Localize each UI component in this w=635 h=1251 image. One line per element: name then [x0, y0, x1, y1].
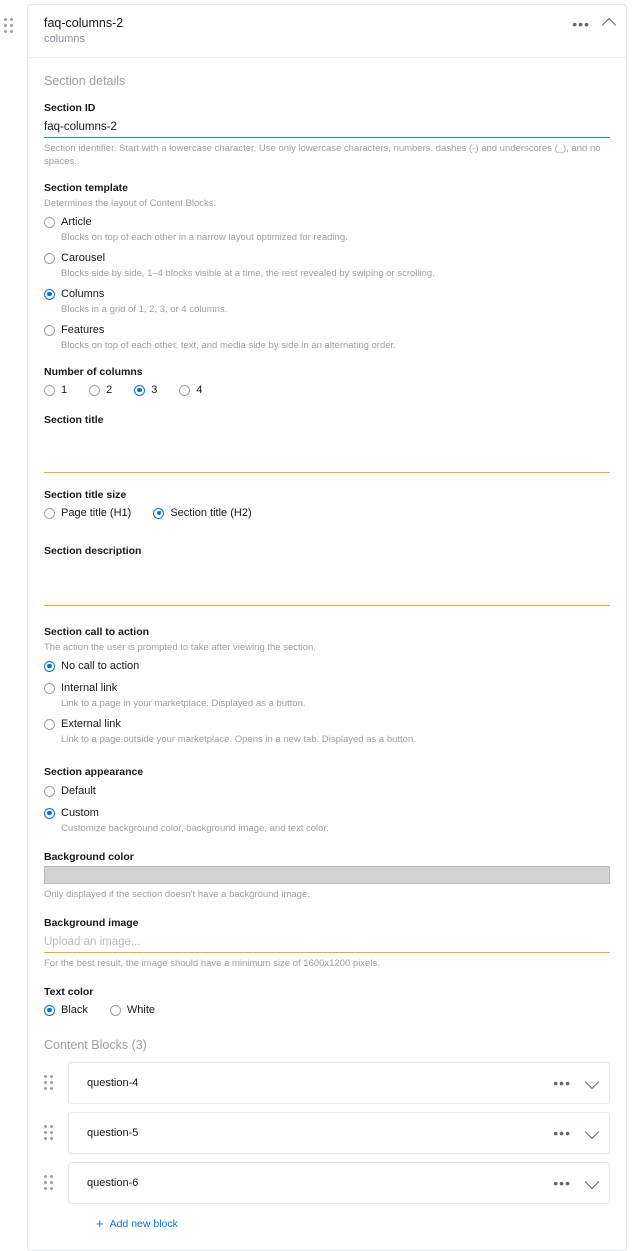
radio-label: Article: [61, 216, 92, 228]
more-options-icon[interactable]: •••: [553, 1175, 571, 1191]
radio-label: 1: [61, 384, 68, 396]
drag-dot: [50, 1131, 53, 1134]
section-cta-label: Section call to action: [44, 626, 150, 638]
content-block-row: [44, 1112, 610, 1154]
radio-icon[interactable]: [44, 683, 55, 694]
background-color-label: Background color: [44, 851, 134, 863]
number-of-columns-label: Number of columns: [44, 366, 143, 378]
radio-help-features: Blocks on top of each other, text, and media side by side in an alternating order.: [61, 340, 396, 351]
background-color-help: Only displayed if the section doesn't have a background image.: [44, 889, 310, 900]
field-number-of-columns: [44, 366, 610, 396]
drag-dot: [10, 24, 13, 27]
section-header-titles: [44, 15, 572, 47]
content-block-actions: [553, 1125, 597, 1141]
section-id-label: Section ID: [44, 102, 96, 114]
radio-columns-2[interactable]: [89, 384, 112, 396]
section-description-label: Section description: [44, 545, 142, 557]
radio-label: Columns: [61, 288, 105, 300]
radio-cta-internal[interactable]: [44, 682, 610, 694]
content-block-row: [44, 1062, 610, 1104]
background-image-help: For the best result, the image should have a minimum size of 1600x1200 pixels.: [44, 958, 380, 969]
section-title-size-options: [44, 507, 610, 519]
more-options-icon[interactable]: •••: [553, 1075, 571, 1091]
drag-dot: [4, 18, 7, 21]
radio-appearance-default[interactable]: [44, 785, 610, 797]
radio-label: Section title (H2): [170, 507, 252, 519]
field-section-template: [44, 182, 610, 352]
radio-template-carousel[interactable]: [44, 252, 610, 264]
radio-icon[interactable]: [44, 719, 55, 730]
chevron-up-icon[interactable]: [602, 18, 616, 32]
section-title-text: faq-columns-2: [44, 16, 124, 30]
radio-help-columns: Blocks in a grid of 1, 2, 3, or 4 columns.: [61, 304, 228, 315]
field-text-color: [44, 986, 610, 1016]
drag-dot: [50, 1137, 53, 1140]
plus-icon: +: [96, 1216, 104, 1231]
drag-dot: [10, 30, 13, 33]
drag-dot: [50, 1081, 53, 1084]
radio-label: White: [126, 1004, 156, 1016]
drag-dot: [4, 30, 7, 33]
drag-dot: [44, 1131, 47, 1134]
radio-columns-3[interactable]: [134, 384, 157, 396]
radio-help-cta-external: Link to a page outside your marketplace. Opens in a new tab. Displayed as a button.: [61, 734, 416, 745]
section-description-input[interactable]: [44, 578, 610, 606]
radio-text-color-black[interactable]: [44, 1004, 88, 1016]
section-appearance-label: Section appearance: [44, 766, 144, 778]
field-section-cta: [44, 626, 610, 746]
background-color-swatch[interactable]: [44, 866, 610, 884]
text-color-label: Text color: [44, 986, 94, 998]
section-template-label: Section template: [44, 182, 129, 194]
section-header-actions: [572, 15, 614, 30]
radio-label: 3: [151, 384, 158, 396]
content-block-row: [44, 1162, 610, 1204]
section-card-header: [28, 5, 626, 58]
section-template-description: Determines the layout of Content Blocks.: [44, 198, 217, 209]
radio-help-appearance-custom: Customize background color, background image, and text color.: [61, 823, 329, 834]
radio-icon[interactable]: [44, 289, 55, 300]
radio-template-features[interactable]: [44, 324, 610, 336]
drag-dot: [44, 1087, 47, 1090]
section-card-body: [28, 58, 626, 1250]
radio-label: 2: [106, 384, 113, 396]
radio-icon[interactable]: [44, 508, 55, 519]
radio-label: Features: [61, 324, 105, 336]
radio-help-carousel: Blocks side by side, 1–4 blocks visible at a time, the rest revealed by swiping or scrolling.: [61, 268, 435, 279]
section-id-help: Section identifier. Start with a lowercase character. Use only lowercase characters, numbers, dashes (-) and underscores (_), and no spaces.: [44, 143, 601, 167]
content-block-card[interactable]: [68, 1112, 610, 1154]
radio-icon[interactable]: [44, 786, 55, 797]
drag-dot: [44, 1137, 47, 1140]
radio-label: 4: [196, 384, 203, 396]
radio-icon[interactable]: [110, 1005, 121, 1016]
field-section-id: [44, 102, 610, 168]
field-background-image: [44, 917, 610, 970]
radio-appearance-custom[interactable]: [44, 807, 610, 819]
radio-label: External link: [61, 718, 121, 730]
section-details-heading: Section details: [44, 74, 126, 88]
field-section-description: [44, 545, 610, 606]
section-card: [27, 4, 627, 1251]
radio-text-color-white[interactable]: [110, 1004, 155, 1016]
section-title-input[interactable]: [44, 445, 610, 473]
background-image-label: Background image: [44, 917, 139, 929]
drag-dot: [50, 1125, 53, 1128]
content-block-card[interactable]: [68, 1062, 610, 1104]
content-block-name: question-6: [87, 1177, 139, 1189]
field-section-title: [44, 414, 610, 473]
radio-template-article[interactable]: [44, 216, 610, 228]
block-drag-handle[interactable]: [44, 1075, 60, 1091]
block-drag-handle[interactable]: [44, 1175, 60, 1191]
content-block-name: question-5: [87, 1127, 139, 1139]
content-block-card[interactable]: [68, 1162, 610, 1204]
radio-icon[interactable]: [44, 325, 55, 336]
section-cta-description: The action the user is prompted to take after viewing the section.: [44, 642, 316, 653]
add-new-block-label: Add new block: [109, 1218, 178, 1230]
background-image-input[interactable]: [44, 934, 610, 953]
radio-label: No call to action: [61, 660, 140, 672]
radio-label: Custom: [61, 807, 99, 819]
chevron-down-icon[interactable]: [585, 1125, 599, 1139]
section-drag-handle[interactable]: [4, 18, 18, 32]
drag-dot: [50, 1087, 53, 1090]
drag-dot: [50, 1187, 53, 1190]
more-options-icon[interactable]: •••: [553, 1125, 571, 1141]
field-section-appearance: [44, 766, 610, 835]
drag-dot: [44, 1187, 47, 1190]
drag-dot: [44, 1175, 47, 1178]
radio-label: Internal link: [61, 682, 118, 694]
radio-cta-none[interactable]: [44, 660, 610, 672]
drag-dot: [4, 24, 7, 27]
radio-label: Default: [61, 785, 96, 797]
radio-label: Black: [61, 1004, 88, 1016]
section-id-input[interactable]: [44, 119, 610, 138]
chevron-down-icon[interactable]: [585, 1075, 599, 1089]
radio-template-columns[interactable]: [44, 288, 610, 300]
radio-icon[interactable]: [44, 1005, 55, 1016]
radio-title-size-h2[interactable]: [153, 507, 251, 519]
text-color-options: [44, 1004, 610, 1016]
radio-icon[interactable]: [89, 385, 100, 396]
drag-dot: [50, 1175, 53, 1178]
content-block-name: question-4: [87, 1077, 139, 1089]
content-blocks-heading: Content Blocks (3): [44, 1038, 147, 1052]
content-block-actions: [553, 1175, 597, 1191]
section-type-text: columns: [44, 33, 85, 45]
block-drag-handle[interactable]: [44, 1125, 60, 1141]
field-section-title-size: [44, 489, 610, 519]
radio-icon[interactable]: [44, 253, 55, 264]
radio-icon[interactable]: [44, 808, 55, 819]
section-title-label: Section title: [44, 414, 104, 426]
radio-icon[interactable]: [44, 661, 55, 672]
number-of-columns-options: [44, 384, 610, 396]
more-options-icon[interactable]: •••: [572, 15, 590, 32]
drag-dot: [44, 1125, 47, 1128]
drag-dot: [44, 1181, 47, 1184]
radio-label: Carousel: [61, 252, 106, 264]
radio-columns-1[interactable]: [44, 384, 67, 396]
radio-icon[interactable]: [44, 385, 55, 396]
radio-icon[interactable]: [153, 508, 164, 519]
field-background-color: [44, 851, 610, 901]
drag-dot: [10, 18, 13, 21]
chevron-down-icon[interactable]: [585, 1175, 599, 1189]
radio-help-article: Blocks on top of each other in a narrow layout optimized for reading.: [61, 232, 348, 243]
radio-label: Page title (H1): [61, 507, 132, 519]
radio-icon[interactable]: [179, 385, 190, 396]
radio-columns-4[interactable]: [179, 384, 202, 396]
add-new-block-button[interactable]: [96, 1218, 178, 1230]
drag-dot: [44, 1075, 47, 1078]
radio-icon[interactable]: [44, 217, 55, 228]
drag-dot: [50, 1181, 53, 1184]
radio-help-cta-internal: Link to a page in your marketplace. Displayed as a button.: [61, 698, 306, 709]
radio-icon[interactable]: [134, 385, 145, 396]
radio-cta-external[interactable]: [44, 718, 610, 730]
section-title-size-label: Section title size: [44, 489, 127, 501]
drag-dot: [50, 1075, 53, 1078]
content-block-actions: [553, 1075, 597, 1091]
radio-title-size-h1[interactable]: [44, 507, 131, 519]
drag-dot: [44, 1081, 47, 1084]
